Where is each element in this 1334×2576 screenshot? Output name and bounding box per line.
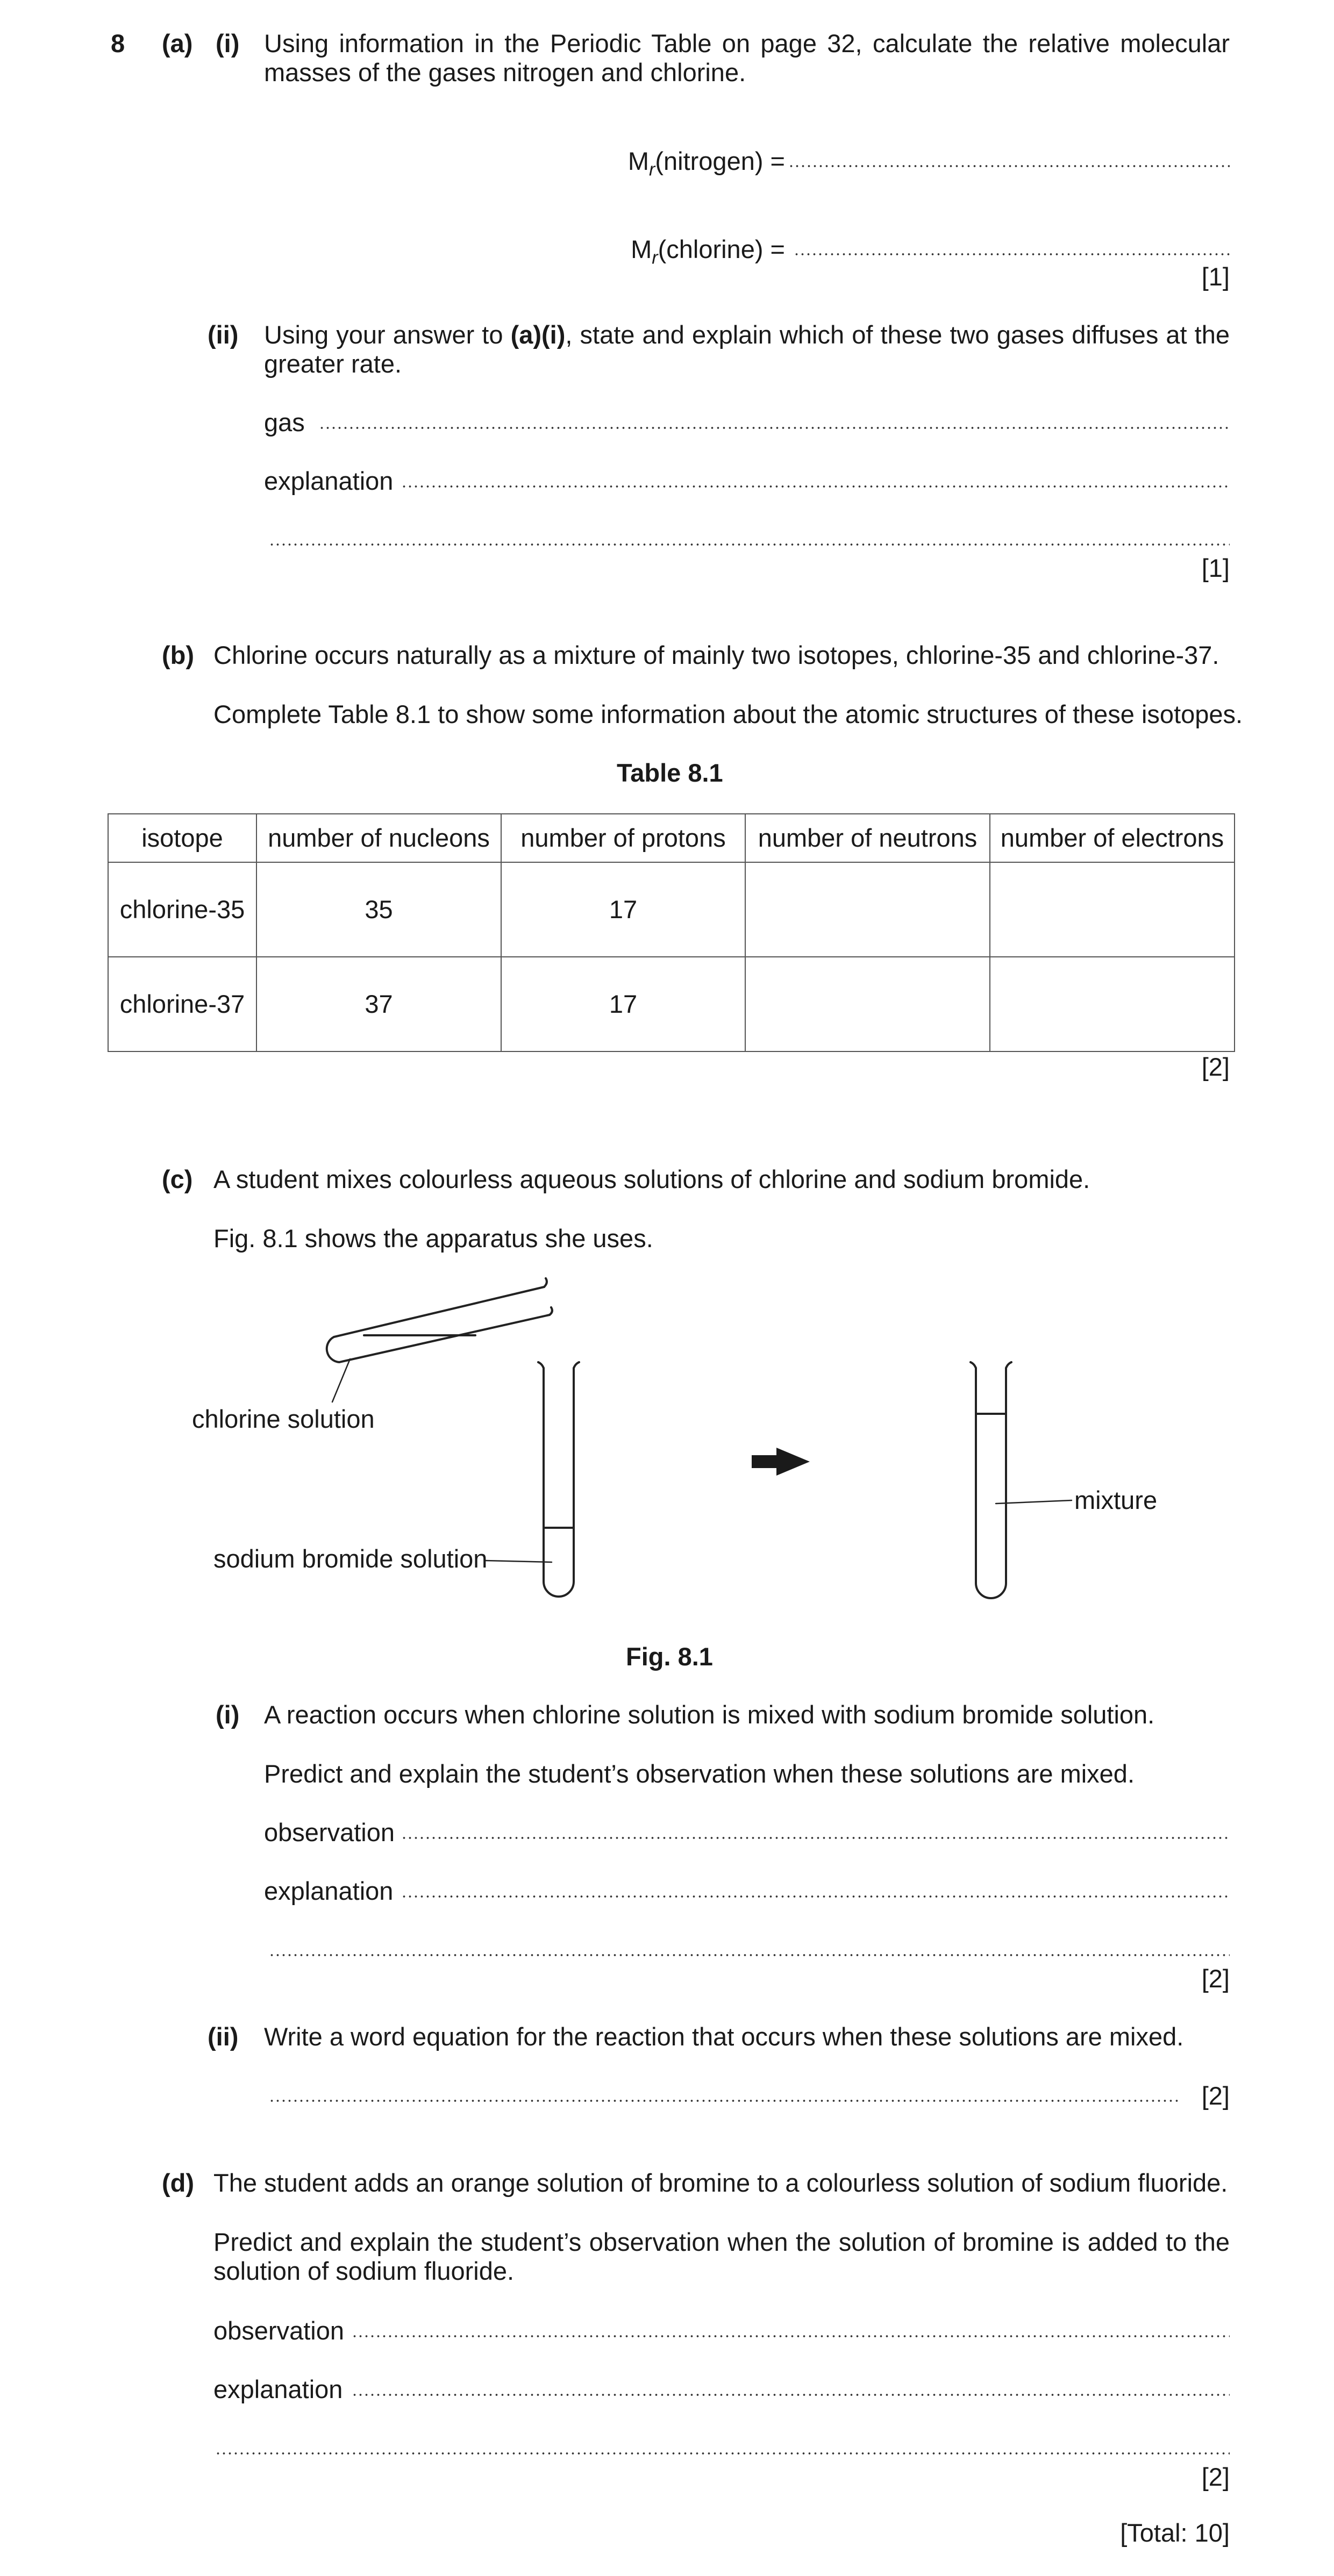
explanation-answer-line[interactable] [401, 485, 1230, 488]
part-a-ii-text [264, 320, 1230, 378]
apparatus-figure [0, 1269, 1334, 1656]
part-a-label: (a) [162, 29, 193, 58]
chlorine-pointer-line [332, 1359, 350, 1402]
marks-a-i: [1] [1201, 262, 1230, 291]
mr-chlorine-text: (chlorine) = [658, 235, 785, 263]
bromide-pointer-line [485, 1561, 552, 1562]
gas-label: gas [264, 408, 305, 437]
cell-protons: 17 [501, 862, 745, 957]
mr-nitrogen-text: (nitrogen) = [655, 147, 785, 175]
part-a-ii-label: (ii) [208, 320, 239, 349]
mr-chlorine-label [631, 235, 785, 268]
explanation-answer-line-2[interactable] [269, 1954, 1230, 1957]
tilted-test-tube [327, 1287, 550, 1362]
sodium-bromide-label: sodium bromide solution [213, 1544, 488, 1573]
table-row [108, 862, 1235, 957]
explanation-label: explanation [213, 2375, 343, 2403]
marks-a-ii: [1] [1201, 554, 1230, 582]
part-d-text-2: Predict and explain the student’s observation when the solution of bromine is added to the solution of sodium fluoride. [213, 2228, 1230, 2286]
header-isotope: isotope [108, 814, 256, 862]
table-row [108, 957, 1235, 1051]
part-a-i-text: Using information in the Periodic Table on page 32, calculate the relative molecular masses of the gases nitrogen and chlorine. [264, 29, 1230, 87]
mr-nitrogen-answer-line[interactable] [788, 164, 1230, 168]
mixture-pointer-line [996, 1500, 1072, 1504]
mr-chlorine-answer-line[interactable] [794, 253, 1230, 256]
header-protons: number of protons [501, 814, 745, 862]
marks-b: [2] [1201, 1053, 1230, 1081]
isotope-table [108, 813, 1235, 1052]
part-b-text-2: Complete Table 8.1 to show some information about the atomic structures of these isotopes. [213, 700, 1243, 728]
text-before: Using your answer to [264, 320, 511, 349]
explanation-label: explanation [264, 467, 394, 495]
part-c-i-label: (i) [216, 1700, 240, 1729]
observation-label: observation [264, 1818, 395, 1847]
part-b-label: (b) [162, 641, 195, 669]
explanation-answer-line-2[interactable] [269, 543, 1230, 546]
cell-neutrons-answer[interactable] [745, 862, 990, 957]
gas-answer-line[interactable] [319, 426, 1230, 430]
text-ref: (a)(i) [510, 320, 566, 349]
part-c-i-text-2: Predict and explain the student’s observation when these solutions are mixed. [264, 1759, 1135, 1788]
cell-isotope: chlorine-37 [108, 957, 256, 1051]
observation-label: observation [213, 2316, 344, 2345]
explanation-answer-line[interactable] [352, 2393, 1230, 2396]
table-title: Table 8.1 [617, 759, 723, 787]
total-marks: [Total: 10] [1120, 2518, 1230, 2547]
observation-answer-line[interactable] [401, 1836, 1230, 1840]
header-electrons: number of electrons [990, 814, 1235, 862]
header-neutrons: number of neutrons [745, 814, 990, 862]
marks-c-i: [2] [1201, 1964, 1230, 1993]
cell-nucleons: 35 [256, 862, 501, 957]
part-c-i-text-1: A reaction occurs when chlorine solution is mixed with sodium bromide solution. [264, 1700, 1155, 1729]
part-d-text-1: The student adds an orange solution of bromine to a colourless solution of sodium fluoride. [213, 2169, 1228, 2197]
part-c-label: (c) [162, 1165, 193, 1193]
mr-subscript: r [649, 159, 655, 180]
cell-nucleons: 37 [256, 957, 501, 1051]
part-c-ii-label: (ii) [208, 2022, 239, 2051]
part-c-text-1: A student mixes colourless aqueous solutions of chlorine and sodium bromide. [213, 1165, 1090, 1193]
cell-protons: 17 [501, 957, 745, 1051]
mr-subscript: r [652, 247, 658, 268]
observation-answer-line[interactable] [352, 2335, 1230, 2338]
explanation-answer-line[interactable] [401, 1895, 1230, 1898]
part-c-text-2: Fig. 8.1 shows the apparatus she uses. [213, 1224, 653, 1253]
figure-caption: Fig. 8.1 [626, 1642, 713, 1671]
marks-d: [2] [1201, 2463, 1230, 2491]
explanation-answer-line-2[interactable] [215, 2452, 1230, 2455]
mr-symbol: M [627, 147, 650, 175]
mixture-label: mixture [1074, 1486, 1158, 1514]
mixture-test-tube [976, 1368, 1006, 1598]
explanation-label: explanation [264, 1877, 394, 1905]
part-d-label: (d) [162, 2169, 195, 2197]
part-a-i-label: (i) [216, 29, 240, 58]
part-b-text-1: Chlorine occurs naturally as a mixture of mainly two isotopes, chlorine-35 and chlorine-37. [213, 641, 1219, 669]
question-number: 8 [111, 29, 125, 58]
header-nucleons: number of nucleons [256, 814, 501, 862]
text-after: , state and explain which of these two gases diffuses at the greater rate. [264, 320, 1230, 378]
part-c-ii-text: Write a word equation for the reaction that occurs when these solutions are mixed. [264, 2022, 1184, 2051]
cell-electrons-answer[interactable] [990, 957, 1235, 1051]
chlorine-solution-label: chlorine solution [192, 1405, 375, 1433]
cell-isotope: chlorine-35 [108, 862, 256, 957]
right-arrow-icon [752, 1448, 810, 1476]
cell-electrons-answer[interactable] [990, 862, 1235, 957]
word-equation-answer-line[interactable] [269, 2099, 1181, 2102]
mr-symbol: M [631, 235, 652, 263]
cell-neutrons-answer[interactable] [745, 957, 990, 1051]
mr-nitrogen-label [628, 147, 785, 180]
table-header-row [108, 814, 1235, 862]
marks-c-ii: [2] [1201, 2081, 1230, 2110]
